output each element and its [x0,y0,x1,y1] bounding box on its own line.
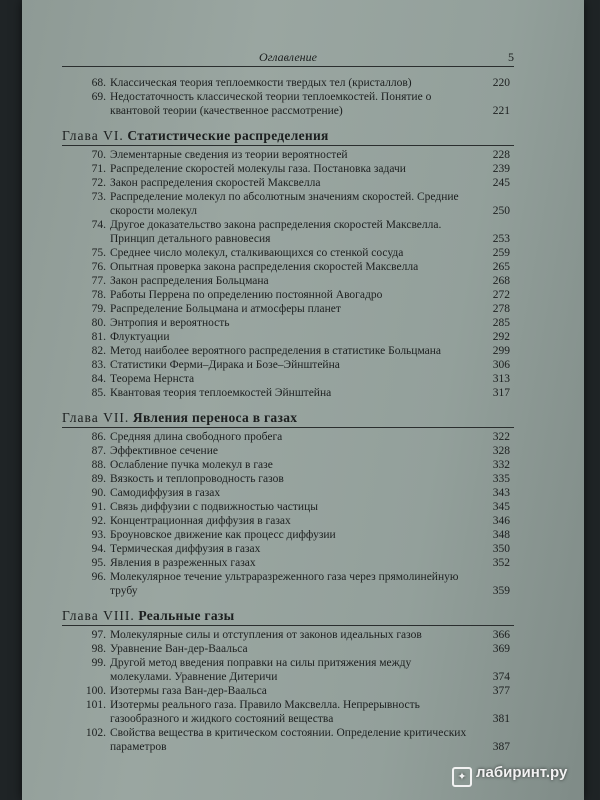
entry-title: Метод наиболее вероятного распределения в статистике Больцмана [110,345,442,357]
toc-entry[interactable] [62,656,514,684]
entry-title: Молекулярные силы и отступления от законов идеальных газов [110,629,422,641]
toc-entry[interactable] [62,218,514,246]
entry-title: Другой метод введения поправки на силы притяжения между молекулами. Уравнение Дитеричи [110,657,412,683]
entry-page: 343 [492,487,510,499]
entry-title: Ослабление пучка молекул в газе [110,459,273,471]
entry-page: 250 [492,205,510,217]
entry-page: 332 [492,459,510,471]
entry-page: 359 [492,585,510,597]
entry-page: 352 [492,557,510,569]
labirint-logo-icon: ✦ [452,767,472,787]
entry-number: 78. [91,289,106,301]
table-of-contents [62,76,514,754]
entry-page: 377 [492,685,510,697]
entry-number: 87. [91,445,106,457]
entry-page: 374 [492,671,510,683]
entry-page: 272 [492,289,510,301]
entry-number: 99. [91,657,106,669]
page-header [62,48,514,67]
entry-page: 335 [492,473,510,485]
entry-number: 79. [91,303,106,315]
toc-entry[interactable] [62,684,514,698]
entry-page: 387 [492,741,510,753]
entry-page: 299 [492,345,510,357]
entry-number: 69. [91,91,106,103]
toc-entry[interactable] [62,570,514,598]
entry-title: Средняя длина свободного пробега [110,431,283,443]
entry-page: 306 [492,359,510,371]
entry-number: 95. [91,557,106,569]
entry-number: 101. [85,699,106,711]
entry-title: Эффективное сечение [110,445,218,457]
page-number: 5 [508,50,514,64]
chapter-title: Реальные газы [138,608,235,623]
entry-page: 322 [492,431,510,443]
entry-number: 98. [91,643,106,655]
chapter-label: Глава VIII. [62,608,135,623]
entry-page: 220 [492,77,510,89]
toc-entry[interactable] [62,288,514,302]
book-page [22,0,584,800]
entry-title: Закон распределения Больцмана [110,275,269,287]
toc-entry[interactable] [62,486,514,500]
chapter-label: Глава VII. [62,410,130,425]
entry-number: 82. [91,345,106,357]
entry-title: Броуновское движение как процесс диффузии [110,529,336,541]
entry-page: 348 [492,529,510,541]
entry-number: 91. [91,501,106,513]
entry-number: 90. [91,487,106,499]
entry-page: 328 [492,445,510,457]
toc-entry[interactable] [62,330,514,344]
chapter-title: Явления переноса в газах [132,410,298,425]
entry-number: 75. [91,247,106,259]
entry-page: 285 [492,317,510,329]
entry-page: 268 [492,275,510,287]
toc-entry[interactable] [62,316,514,330]
entry-number: 74. [91,219,106,231]
entry-number: 72. [91,177,106,189]
chapter-label: Глава VI. [62,128,124,143]
entry-number: 92. [91,515,106,527]
entry-title: Энтропия и вероятность [110,317,230,329]
entry-number: 70. [91,149,106,161]
entry-title: Флуктуации [110,331,170,343]
entry-number: 85. [91,387,106,399]
toc-entry[interactable] [62,274,514,288]
toc-entry[interactable] [62,500,514,514]
entry-title: Концентрационная диффузия в газах [110,515,291,527]
entry-number: 68. [91,77,106,89]
toc-entry[interactable] [62,162,514,176]
entry-title: Распределение скоростей молекулы газа. Постановка задачи [110,163,406,175]
entry-page: 313 [492,373,510,385]
entry-page: 253 [492,233,510,245]
toc-entry[interactable] [62,176,514,190]
entry-page: 346 [492,515,510,527]
entry-title: Термическая диффузия в газах [110,543,261,555]
entry-title: Работы Перрена по определению постоянной Авогадро [110,289,383,301]
entry-title: Изотермы реального газа. Правило Максвелла. Непрерывность газообразного и жидкого состояний вещества [110,699,420,725]
toc-entry[interactable] [62,386,514,400]
entry-page: 350 [492,543,510,555]
entry-page: 265 [492,261,510,273]
entry-page: 259 [492,247,510,259]
entry-number: 102. [85,727,106,739]
toc-entry[interactable] [62,528,514,542]
entry-number: 71. [91,163,106,175]
entry-page: 317 [492,387,510,399]
chapter-heading [62,128,514,146]
entry-title: Опытная проверка закона распределения скоростей Максвелла [110,261,419,273]
entry-number: 83. [91,359,106,371]
entry-page: 221 [492,105,510,117]
chapter-title: Статистические распределения [127,128,329,143]
toc-entry[interactable] [62,260,514,274]
entry-page: 245 [492,177,510,189]
entry-number: 100. [85,685,106,697]
toc-entry[interactable] [62,472,514,486]
entry-title: Свойства вещества в критическом состоянии. Определение критических параметров [110,727,467,753]
toc-entry[interactable] [62,444,514,458]
entry-title: Закон распределения скоростей Максвелла [110,177,321,189]
entry-title: Вязкость и теплопроводность газов [110,473,284,485]
entry-title: Классическая теория теплоемкости твердых тел (кристаллов) [110,77,412,89]
entry-title: Статистики Ферми–Дирака и Бозе–Эйнштейна [110,359,340,371]
toc-entry[interactable] [62,302,514,316]
entry-number: 97. [91,629,106,641]
entry-number: 89. [91,473,106,485]
toc-entry[interactable] [62,90,514,118]
entry-number: 88. [91,459,106,471]
entry-title: Самодиффузия в газах [110,487,221,499]
entry-page: 292 [492,331,510,343]
toc-entry[interactable] [62,458,514,472]
toc-entry[interactable] [62,372,514,386]
entry-page: 366 [492,629,510,641]
watermark [452,764,567,787]
toc-entry[interactable] [62,542,514,556]
toc-entry[interactable] [62,628,514,642]
entry-number: 76. [91,261,106,273]
toc-entry[interactable] [62,246,514,260]
entry-number: 81. [91,331,106,343]
entry-number: 86. [91,431,106,443]
chapter-heading [62,608,514,626]
toc-entry[interactable] [62,642,514,656]
toc-entry[interactable] [62,698,514,726]
toc-entry[interactable] [62,726,514,754]
watermark-text: лабиринт.ру [476,764,568,781]
entry-page: 369 [492,643,510,655]
entry-title: Изотермы газа Ван-дер-Ваальса [110,685,267,697]
entry-number: 77. [91,275,106,287]
entry-page: 228 [492,149,510,161]
running-title: Оглавление [259,50,317,64]
entry-title: Теорема Нернста [110,373,195,385]
entry-page: 239 [492,163,510,175]
entry-title: Явления в разреженных газах [110,557,256,569]
toc-entry[interactable] [62,148,514,162]
toc-entry[interactable] [62,190,514,218]
entry-title: Недостаточность классической теории теплоемкостей. Понятие о квантовой теории (качественное рассмотрение) [110,91,432,117]
entry-title: Среднее число молекул, сталкивающихся со стенкой сосуда [110,247,404,259]
entry-number: 80. [91,317,106,329]
toc-entry[interactable] [62,430,514,444]
entry-number: 94. [91,543,106,555]
entry-page: 381 [492,713,510,725]
toc-entry[interactable] [62,556,514,570]
entry-title: Молекулярное течение ультраразреженного газа через прямолинейную трубу [110,571,459,597]
entry-number: 96. [91,571,106,583]
toc-entry[interactable] [62,344,514,358]
toc-entry[interactable] [62,76,514,90]
chapter-heading [62,410,514,428]
entry-page: 345 [492,501,510,513]
entry-title: Элементарные сведения из теории вероятностей [110,149,348,161]
entry-number: 84. [91,373,106,385]
toc-entry[interactable] [62,358,514,372]
entry-title: Другое доказательство закона распределения скоростей Максвелла. Принцип детального равновесия [110,219,442,245]
entry-number: 73. [91,191,106,203]
entry-title: Распределение молекул по абсолютным значениям скоростей. Средние скорости молекул [110,191,459,217]
entry-title: Уравнение Ван-дер-Ваальса [110,643,248,655]
entry-title: Распределение Больцмана и атмосферы планет [110,303,341,315]
entry-number: 93. [91,529,106,541]
toc-entry[interactable] [62,514,514,528]
entry-page: 278 [492,303,510,315]
entry-title: Связь диффузии с подвижностью частицы [110,501,318,513]
entry-title: Квантовая теория теплоемкостей Эйнштейна [110,387,332,399]
